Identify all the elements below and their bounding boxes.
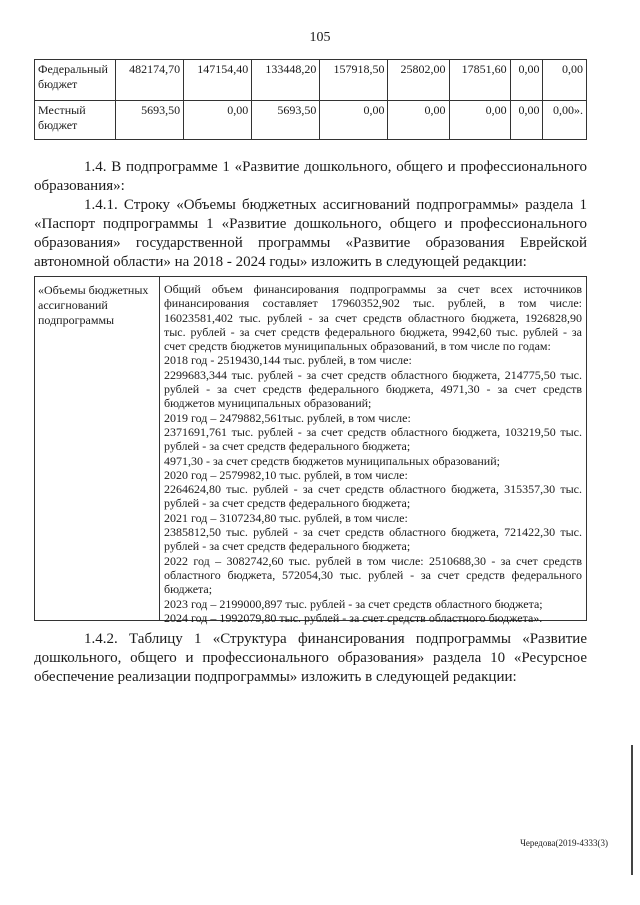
body-line: 16023581,402 тыс. рублей - за счет средств областного бюджета, 1926828,90 — [164, 310, 582, 325]
body-line: 2024 год – 1992079,80 тыс. рублей - за счет средств областного бюджета». — [164, 610, 543, 625]
body-line: финансирования составляет 17960352,902 тыс. рублей, в том числе: — [164, 296, 582, 311]
body-line: 2019 год – 2479882,561тыс. рублей, в том числе: — [164, 410, 411, 425]
table-cell: 482174,70 — [116, 60, 184, 101]
body-line: 2018 год - 2519430,144 тыс. рублей, в том числе: — [164, 353, 412, 368]
body-line: 2020 год – 2579982,10 тыс. рублей, в том числе: — [164, 467, 408, 482]
table-cell: 5693,50 — [116, 101, 184, 140]
text-line: образования»: — [34, 178, 125, 194]
table-row — [35, 101, 587, 140]
funding-box-heading — [35, 277, 160, 620]
budget-table — [34, 59, 587, 140]
body-line: 2022 год – 3082742,60 тыс. рублей в том числе: 2510688,30 - за счет средств — [164, 553, 582, 568]
text-line: образования» государственной программы «Развитие образования Еврейской — [34, 235, 587, 251]
body-line: 2299683,344 тыс. рублей - за счет средств областного бюджета, 214775,50 тыс. — [164, 367, 582, 382]
body-line: 2264624,80 тыс. рублей - за счет средств областного бюджета, 315357,30 тыс. — [164, 482, 582, 497]
table-row — [35, 60, 587, 101]
body-line: рублей - за счет средств федерального бюджета, 4971,30 - за счет средств — [164, 382, 582, 397]
table-cell: 0,00 — [320, 101, 388, 140]
row-label: Местный бюджет — [35, 101, 116, 140]
table-cell: 5693,50 — [252, 101, 320, 140]
paragraph-1-4 — [34, 158, 587, 196]
heading-line: ассигнований — [38, 298, 108, 312]
heading-line: подпрограммы — [38, 313, 115, 327]
body-line: 2385812,50 тыс. рублей - за счет средств областного бюджета, 721422,30 тыс. — [164, 525, 582, 540]
text-line: «Паспорт подпрограммы 1 «Развитие дошкольного, общего и профессионального — [34, 216, 587, 232]
row-label: Федеральный бюджет — [35, 60, 116, 101]
body-line: 2023 год – 2199000,897 тыс. рублей - за счет средств областного бюджета; — [164, 596, 543, 611]
page-number: 105 — [309, 30, 331, 45]
paragraph-1-4-1 — [34, 196, 587, 272]
text-line: дошкольного, общего и профессионального образования» раздела 10 «Ресурсное — [34, 650, 587, 666]
body-line: 4971,30 - за счет средств бюджетов муниципальных образований; — [164, 453, 500, 468]
table-cell: 0,00». — [543, 101, 587, 140]
table-cell: 147154,40 — [184, 60, 252, 101]
table-cell: 157918,50 — [320, 60, 388, 101]
text-line: автономной области» на 2018 - 2024 годы» изложить в следующей редакции: — [34, 254, 527, 270]
text-line: обеспечение реализации подпрограммы» изложить в следующей редакции: — [34, 669, 517, 685]
table-cell: 25802,00 — [388, 60, 449, 101]
table-cell: 0,00 — [543, 60, 587, 101]
heading-line: «Объемы бюджетных — [38, 283, 149, 297]
body-line: Общий объем финансирования подпрограммы за счет всех источников — [164, 282, 582, 296]
document-code: Чередова(2019-4333(3) — [520, 838, 608, 848]
paragraph-1-4-2 — [34, 630, 587, 687]
table-cell: 0,00 — [510, 60, 543, 101]
body-line: областного бюджета, 572054,30 тыс. рублей - за счет средств федерального — [164, 567, 582, 582]
body-line: рублей - за счет средств федерального бюджета; — [164, 539, 411, 554]
table-cell: 0,00 — [184, 101, 252, 140]
table-cell: 0,00 — [388, 101, 449, 140]
scan-edge-mark — [631, 745, 633, 875]
body-line: рублей - за счет средств федерального бюджета; — [164, 439, 411, 454]
body-line: бюджетов муниципальных образований; — [164, 396, 372, 411]
body-line: 2371691,761 тыс. рублей - за счет средств областного бюджета, 103219,50 тыс. — [164, 424, 582, 439]
table-cell: 17851,60 — [449, 60, 510, 101]
body-line: рублей - за счет средств федерального бюджета; — [164, 496, 411, 511]
table-cell: 0,00 — [510, 101, 543, 140]
funding-box — [34, 276, 587, 625]
body-line: тыс. рублей - за счет средств федерального бюджета, 9942,60 тыс. рублей - за — [164, 324, 582, 339]
funding-box-body — [160, 277, 586, 625]
body-line: счет средств бюджетов муниципальных образований, в том числе по годам: — [164, 339, 551, 354]
table-cell: 133448,20 — [252, 60, 320, 101]
text-line: 1.4.1. Строку «Объемы бюджетных ассигнований подпрограммы» раздела 1 — [84, 197, 587, 213]
text-line: 1.4.2. Таблицу 1 «Структура финансирования подпрограммы «Развитие — [84, 631, 587, 647]
text-line: 1.4. В подпрограмме 1 «Развитие дошкольного, общего и профессионального — [84, 159, 587, 175]
table-cell: 0,00 — [449, 101, 510, 140]
body-line: бюджета; — [164, 582, 213, 597]
body-line: 2021 год – 3107234,80 тыс. рублей, в том числе: — [164, 510, 408, 525]
